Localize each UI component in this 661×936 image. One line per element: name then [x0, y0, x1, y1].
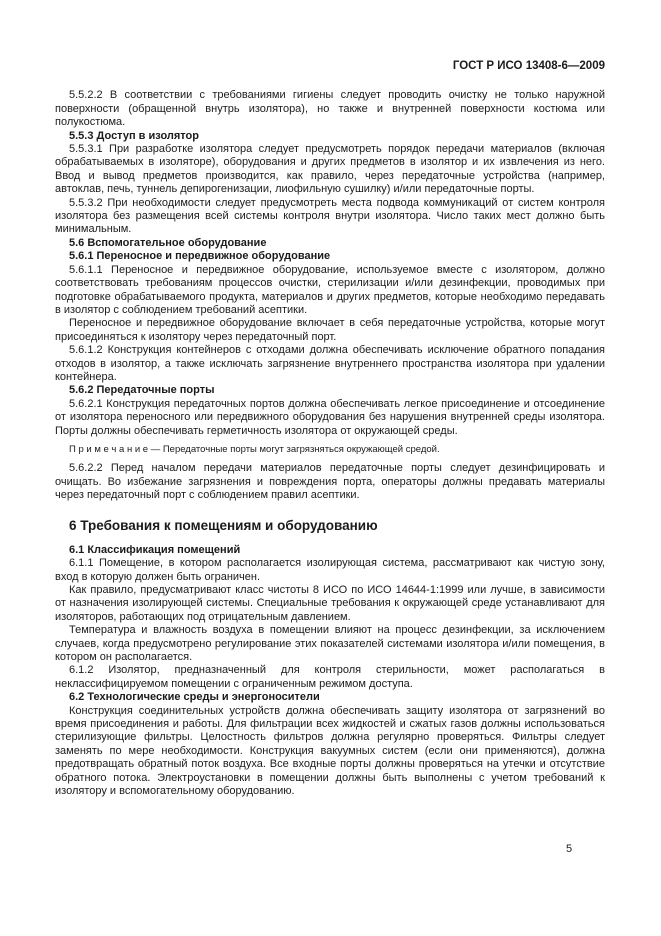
clause-6-1-1-continued-1: Как правило, предусматривают класс чистоты 8 ИСО по ИСО 14644-1:1999 или лучше, в зависимости от назначения изолирующей системы. Специальные требования к окружающей среде устанавливают для изоляторов, работающих под отрицательным давлением. [55, 583, 605, 623]
heading-5-6: 5.6 Вспомогательное оборудование [69, 236, 267, 249]
page-number: 5 [566, 843, 573, 855]
document-body [55, 89, 605, 798]
heading-5-5-3: 5.5.3 Доступ в изолятор [69, 129, 199, 142]
heading-6-2: 6.2 Технологические среды и энергоносители [69, 691, 320, 704]
clause-5-6-1-1-continued: Переносное и передвижное оборудование включает в себя передаточные устройства, которые могут присоединяться к изолятору через передаточный порт. [55, 317, 605, 343]
heading-6-1: 6.1 Классификация помещений [69, 543, 241, 556]
heading-5-6-1: 5.6.1 Переносное и передвижное оборудование [69, 250, 331, 263]
document-designation: ГОСТ Р ИСО 13408-6—2009 [452, 60, 605, 72]
clause-5-5-2-2: 5.5.2.2 В соответствии с требованиями гигиены следует проводить очистку не только наружной поверхности (обращенной внутрь изолятора), но также и внутренней поверхности костюма или полукостюма. [55, 89, 605, 129]
note-paragraph: П р и м е ч а н и е — Передаточные порты могут загрязняться окружающей средой. [69, 443, 440, 455]
clause-6-1-2: 6.1.2 Изолятор, предназначенный для контроля стерильности, может располагаться в неклассифицируемом помещении с ограниченным режимом доступа. [55, 664, 605, 690]
clause-5-6-1-2: 5.6.1.2 Конструкция контейнеров с отходами должна обеспечивать исключение обратного попадания отходов в изолятор, а также исключать загрязнение внутреннего пространства изолятора при удалении контейнера. [55, 344, 605, 383]
heading-5-6-2: 5.6.2 Передаточные порты [69, 384, 215, 397]
clause-5-6-1-1: 5.6.1.1 Переносное и передвижное оборудование, используемое вместе с изолятором, должно соответствовать требованиям процессов очистки, стерилизации и/или дезинфекции, проводимых при подготовке обрабатываемого продукта, материалов и других предметов, которые необходимо передавать в изолятор с соблюдением требований асептики. [55, 263, 605, 316]
clause-5-5-3-2: 5.5.3.2 При необходимости следует предусмотреть места подвода коммуникаций от систем контроля изолятора без размещения всей системы контроля внутри изолятора. Число таких мест должно быть минимальным. [55, 196, 605, 236]
clause-6-1-1: 6.1.1 Помещение, в котором располагается изолирующая система, рассматривают как чистую зону, вход в которую должен быть ограничен. [55, 557, 605, 583]
clause-6-1-1-continued-2: Температура и влажность воздуха в помещении влияют на процесс дезинфекции, за исключением случаев, когда предусмотрено регулирование этих показателей системами изолятора и/или помещения, в котором он располагается. [55, 624, 605, 663]
clause-6-2-body: Конструкция соединительных устройств должна обеспечивать защиту изолятора от загрязнений во время присоединения и работы. Для фильтрации всех жидкостей и сжатых газов должны использоваться стерилизующие фильтры. Целостность фильтров должна регулярно проверяться. Фильтры следует заменять по мере необходимости. Конструкция вакуумных систем (если они применяются), должна предотвращать обратный поток воздуха. Все входные порты должны проверяться на утечки и отсутствие обратного потока. Электроустановки в помещении должны быть выполнены с учетом требований к изолятору и вспомогательному оборудованию. [55, 704, 605, 797]
section-heading-6: 6 Требования к помещениям и оборудованию [69, 517, 378, 533]
clause-5-6-2-2: 5.6.2.2 Перед началом передачи материалов передаточные порты следует дезинфицировать и очищать. Во избежание загрязнения и повреждения порта, операторы должны предавать материалы через передаточный порт с соблюдением правил асептики. [55, 462, 605, 502]
clause-5-6-2-1: 5.6.2.1 Конструкция передаточных портов должна обеспечивать легкое присоединение и отсоединение от изолятора переносного или передвижного оборудования без нарушения внутренней среды изолятора. Порты должны обеспечивать герметичность изолятора от окружающей среды. [55, 397, 605, 437]
clause-5-5-3-1: 5.5.3.1 При разработке изолятора следует предусмотреть порядок передачи материалов (включая обрабатываемых в изоляторе), оборудования и других предметов в изолятор и их извлечения из него. Ввод и вывод предметов производится, как правило, через передаточные устройства (например, автоклав, печь, туннель депирогенизации, лиофильную сушилку) и/или передаточные порты. [55, 143, 605, 196]
